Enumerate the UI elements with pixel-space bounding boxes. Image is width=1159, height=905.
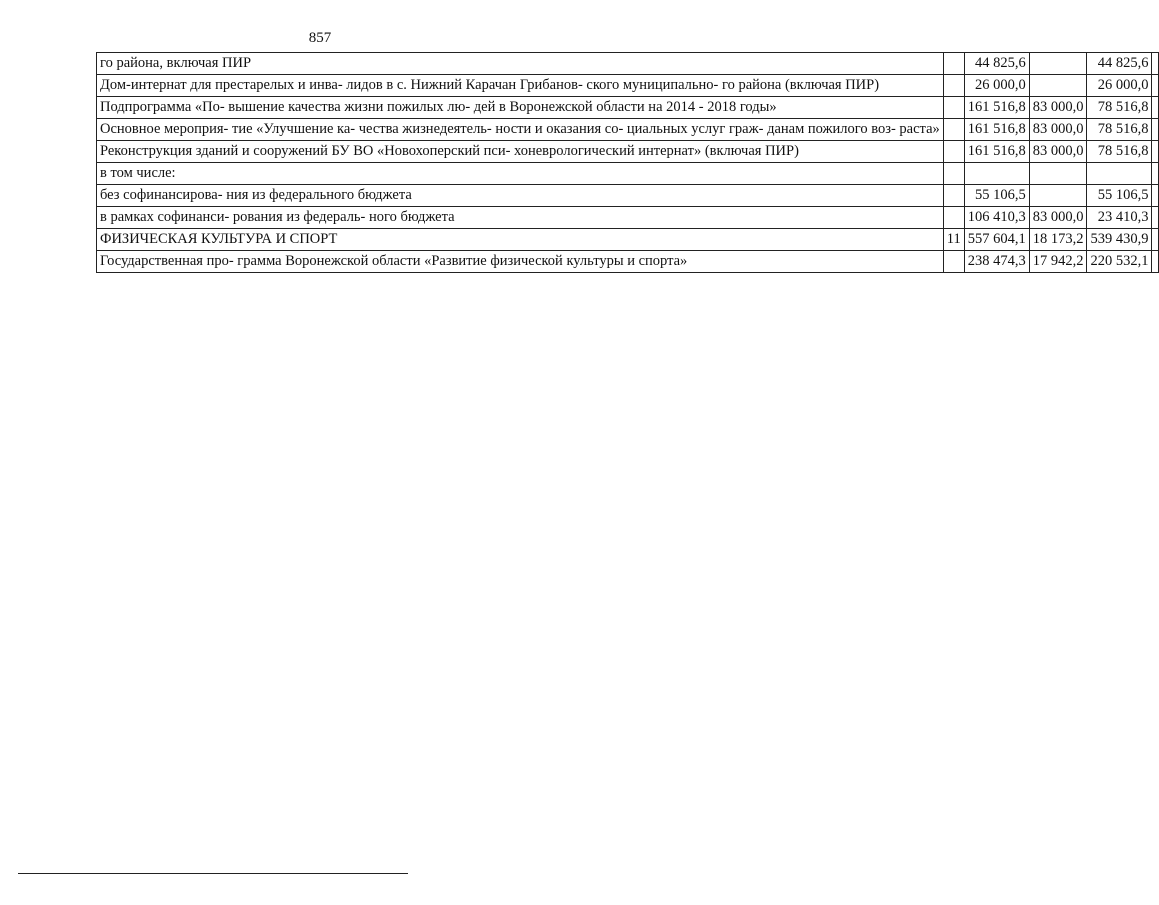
row-extra-cell bbox=[1152, 75, 1159, 97]
row-code-cell bbox=[943, 251, 964, 273]
row-name-cell: в том числе: bbox=[97, 163, 944, 185]
table-row bbox=[97, 141, 1159, 163]
row-regional-cell: 55 106,5 bbox=[1087, 185, 1152, 207]
row-regional-cell: 26 000,0 bbox=[1087, 75, 1152, 97]
row-code-cell bbox=[943, 141, 964, 163]
row-name-cell: Подпрограмма «По- вышение качества жизни пожилых лю- дей в Воронежской области на 2014 - 2018 годы» bbox=[97, 97, 944, 119]
row-federal-cell bbox=[1029, 53, 1087, 75]
row-total-cell: 161 516,8 bbox=[964, 119, 1029, 141]
row-federal-cell: 17 942,2 bbox=[1029, 251, 1087, 273]
row-total-cell bbox=[964, 163, 1029, 185]
row-total-cell: 161 516,8 bbox=[964, 97, 1029, 119]
table-row bbox=[97, 229, 1159, 251]
row-name-cell: в рамках софинанси- рования из федераль- ного бюджета bbox=[97, 207, 944, 229]
table-row bbox=[97, 75, 1159, 97]
row-regional-cell: 78 516,8 bbox=[1087, 97, 1152, 119]
row-regional-cell: 44 825,6 bbox=[1087, 53, 1152, 75]
row-total-cell: 55 106,5 bbox=[964, 185, 1029, 207]
table-row bbox=[97, 97, 1159, 119]
row-regional-cell bbox=[1087, 163, 1152, 185]
row-code-cell bbox=[943, 97, 964, 119]
row-federal-cell: 83 000,0 bbox=[1029, 119, 1087, 141]
row-extra-cell bbox=[1152, 229, 1159, 251]
table-row bbox=[97, 185, 1159, 207]
row-code-cell bbox=[943, 207, 964, 229]
row-code-cell bbox=[943, 75, 964, 97]
row-regional-cell: 23 410,3 bbox=[1087, 207, 1152, 229]
row-extra-cell bbox=[1152, 141, 1159, 163]
row-name-cell: Государственная про- грамма Воронежской области «Развитие физической культуры и спорта» bbox=[97, 251, 944, 273]
row-federal-cell bbox=[1029, 185, 1087, 207]
row-federal-cell: 83 000,0 bbox=[1029, 97, 1087, 119]
row-extra-cell bbox=[1152, 119, 1159, 141]
budget-table bbox=[96, 52, 1159, 273]
table-row bbox=[97, 163, 1159, 185]
footnote-separator-line bbox=[18, 873, 408, 874]
row-regional-cell: 539 430,9 bbox=[1087, 229, 1152, 251]
row-total-cell: 26 000,0 bbox=[964, 75, 1029, 97]
row-federal-cell bbox=[1029, 163, 1087, 185]
row-name-cell: го района, включая ПИР bbox=[97, 53, 944, 75]
row-regional-cell: 78 516,8 bbox=[1087, 141, 1152, 163]
row-extra-cell bbox=[1152, 185, 1159, 207]
table-row bbox=[97, 119, 1159, 141]
row-total-cell: 557 604,1 bbox=[964, 229, 1029, 251]
row-name-cell: Дом-интернат для престарелых и инва- лидов в с. Нижний Карачан Грибанов- ского муниципально- го района (включая ПИР) bbox=[97, 75, 944, 97]
table-row bbox=[97, 207, 1159, 229]
row-total-cell: 106 410,3 bbox=[964, 207, 1029, 229]
row-extra-cell bbox=[1152, 251, 1159, 273]
table-row bbox=[97, 251, 1159, 273]
row-federal-cell bbox=[1029, 75, 1087, 97]
row-regional-cell: 78 516,8 bbox=[1087, 119, 1152, 141]
row-federal-cell: 83 000,0 bbox=[1029, 207, 1087, 229]
row-name-cell: Реконструкция зданий и сооружений БУ ВО «Новохоперский пси- хоневрологический интернат» (включая ПИР) bbox=[97, 141, 944, 163]
row-federal-cell: 18 173,2 bbox=[1029, 229, 1087, 251]
row-extra-cell bbox=[1152, 53, 1159, 75]
row-total-cell: 44 825,6 bbox=[964, 53, 1029, 75]
row-total-cell: 238 474,3 bbox=[964, 251, 1029, 273]
row-code-cell bbox=[943, 119, 964, 141]
row-code-cell: 11 bbox=[943, 229, 964, 251]
row-name-cell: ФИЗИЧЕСКАЯ КУЛЬТУРА И СПОРТ bbox=[97, 229, 944, 251]
page-number: 857 bbox=[308, 30, 332, 46]
row-code-cell bbox=[943, 185, 964, 207]
row-extra-cell bbox=[1152, 97, 1159, 119]
row-total-cell: 161 516,8 bbox=[964, 141, 1029, 163]
row-federal-cell: 83 000,0 bbox=[1029, 141, 1087, 163]
row-regional-cell: 220 532,1 bbox=[1087, 251, 1152, 273]
budget-table-body bbox=[97, 53, 1159, 273]
row-name-cell: Основное мероприя- тие «Улучшение ка- чества жизнедеятель- ности и оказания со- циальных услуг граж- данам пожилого воз- раста» bbox=[97, 119, 944, 141]
row-code-cell bbox=[943, 53, 964, 75]
row-code-cell bbox=[943, 163, 964, 185]
row-extra-cell bbox=[1152, 163, 1159, 185]
table-row bbox=[97, 53, 1159, 75]
row-extra-cell bbox=[1152, 207, 1159, 229]
row-name-cell: без софинансирова- ния из федерального бюджета bbox=[97, 185, 944, 207]
